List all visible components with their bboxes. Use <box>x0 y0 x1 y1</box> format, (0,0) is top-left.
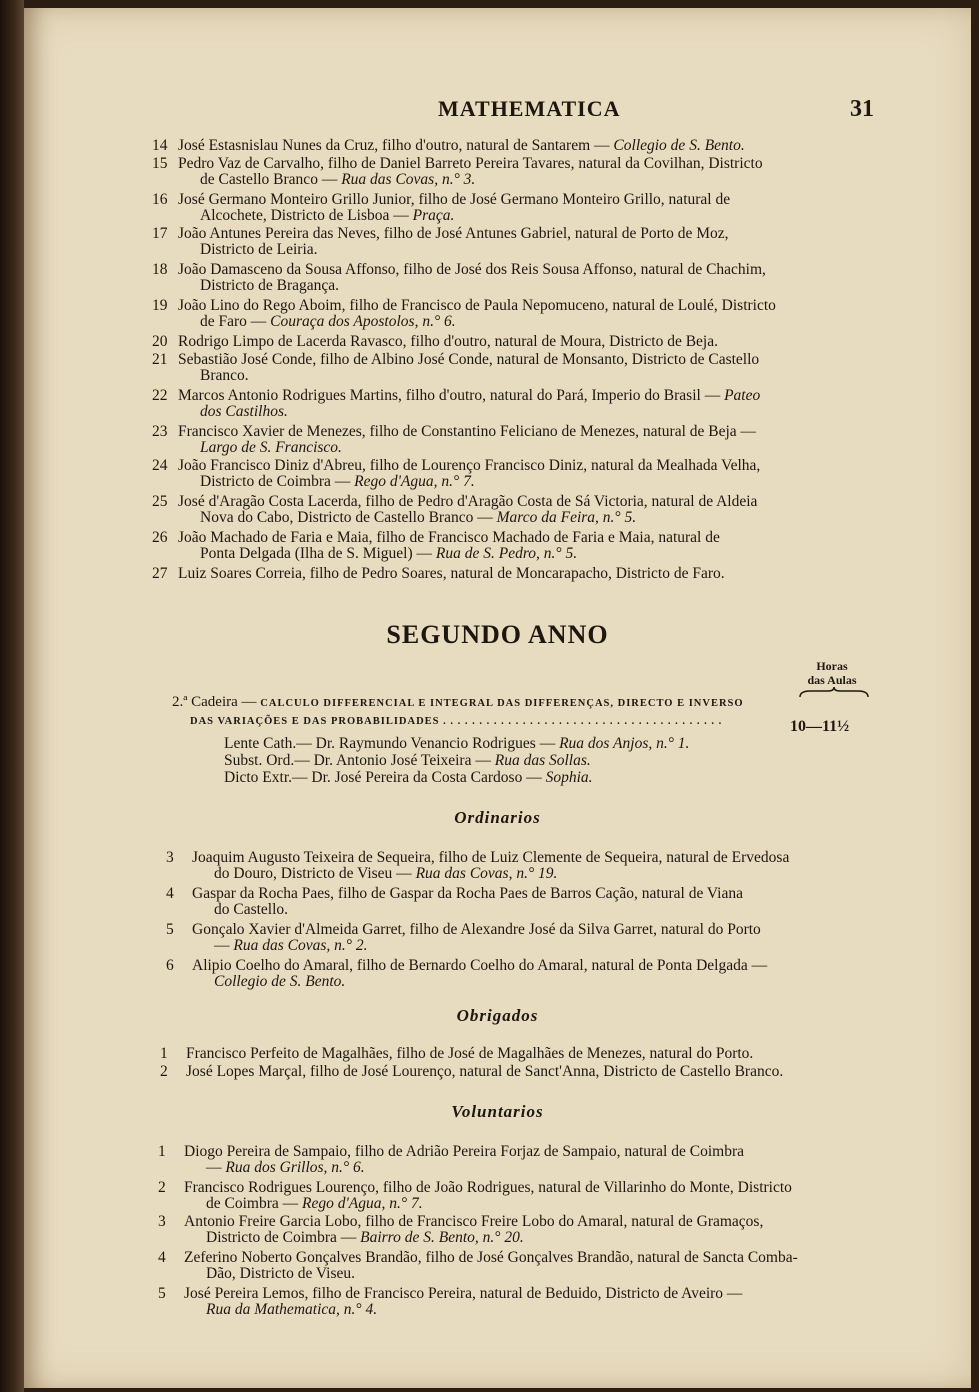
list-item <box>152 156 862 188</box>
entry-text: José Estasnislau Nunes da Cruz, filho d'outro, natural de Santarem — <box>178 137 610 154</box>
list-item <box>152 352 862 384</box>
entry-text: José Lopes Marçal, filho de José Lourenço, natural de Sanct'Anna, Districto de Castello Branco. <box>186 1063 784 1080</box>
entry-number: 18 <box>152 261 168 278</box>
entry-text: Francisco Perfeito de Magalhães, filho de José de Magalhães de Menezes, natural do Porto. <box>186 1045 754 1062</box>
entry-text: Diogo Pereira de Sampaio, filho de Adrião Pereira Forjaz de Sampaio, natural de Coimbra <box>184 1143 744 1160</box>
entry-text-continued: Districto de Bragança. <box>200 277 340 294</box>
entry-number: 14 <box>152 137 168 154</box>
dicto-address: Sophia. <box>545 769 593 786</box>
entry-address: Rua dos Grillos, n.° 6. <box>225 1159 365 1176</box>
list-item <box>160 1046 870 1062</box>
entry-number: 27 <box>152 565 168 582</box>
lente-address: Rua dos Anjos, n.° 1. <box>559 735 690 752</box>
entry-text: Alipio Coelho do Amaral, filho de Bernardo Coelho do Amaral, natural de Ponta Delgada — <box>192 957 768 974</box>
book-page <box>24 8 971 1388</box>
entry-address: dos Castilhos. <box>200 403 288 420</box>
hours-column-header <box>792 659 872 687</box>
entry-text-continued: de Coimbra — <box>206 1195 299 1212</box>
entry-text: Rodrigo Limpo de Lacerda Ravasco, filho d'outro, natural de Moura, Districto de Beja. <box>178 333 718 350</box>
entry-address: Rua de S. Pedro, n.° 5. <box>435 545 578 562</box>
entry-number: 6 <box>166 957 174 974</box>
entry-number: 26 <box>152 529 168 546</box>
entry-address: Pateo <box>724 387 761 404</box>
book-spine <box>0 0 24 1392</box>
entry-text: Luiz Soares Correia, filho de Pedro Soares, natural de Moncarapacho, Districto de Faro. <box>178 565 725 582</box>
cadeira-subject-line-2: DAS VARIAÇÕES E DAS PROBABILIDADES . . . . . . . . . . . . . . . . . . . . . . . . . . . . . . . . . . . . . . . <box>190 716 723 727</box>
entry-text-continued: Dão, Districto de Viseu. <box>206 1265 356 1282</box>
list-item <box>152 458 862 490</box>
list-item <box>152 530 862 562</box>
entry-text: Joaquim Augusto Teixeira de Sequeira, filho de Luiz Clemente de Sequeira, natural de Ervedosa <box>192 849 790 866</box>
entry-text: Marcos Antonio Rodrigues Martins, filho d'outro, natural do Pará, Imperio do Brasil — <box>178 387 721 404</box>
list-item <box>152 298 862 330</box>
list-item <box>158 1144 868 1176</box>
subst-label: Subst. Ord.— Dr. Antonio José Teixeira — <box>224 752 491 769</box>
entry-number: 3 <box>158 1213 166 1230</box>
section-title-segundo-anno: SEGUNDO ANNO <box>386 620 609 649</box>
page-number: 31 <box>850 96 874 122</box>
entry-number: 23 <box>152 423 168 440</box>
entry-text-continued: Districto de Coimbra — <box>206 1229 357 1246</box>
entry-text-continued: Ponta Delgada (Ilha de S. Miguel) — <box>200 545 433 562</box>
list-item <box>152 226 862 258</box>
list-item <box>158 1214 868 1246</box>
entry-text: Francisco Rodrigues Lourenço, filho de João Rodrigues, natural de Villarinho do Monte, Districto <box>184 1179 792 1196</box>
entry-address: Collegio de S. Bento. <box>214 973 346 990</box>
list-item <box>152 494 862 526</box>
entry-text: Pedro Vaz de Carvalho, filho de Daniel Barreto Pereira Tavares, natural da Covilhan, Districto <box>178 155 763 172</box>
lente-label: Lente Cath.— Dr. Raymundo Venancio Rodrigues — <box>224 735 556 752</box>
entry-address: Rua da Mathematica, n.° 4. <box>206 1301 378 1318</box>
entry-number: 24 <box>152 457 168 474</box>
entry-number: 25 <box>152 493 168 510</box>
entry-text-continued: Districto de Coimbra — <box>200 473 351 490</box>
entry-text-continued: — <box>214 937 230 954</box>
entry-number: 1 <box>158 1143 166 1160</box>
entry-address: Rego d'Agua, n.° 7. <box>302 1195 423 1212</box>
entry-number: 21 <box>152 351 168 368</box>
entry-number: 1 <box>160 1045 168 1062</box>
list-item <box>166 886 876 918</box>
entry-text-continued: de Castello Branco — <box>200 171 338 188</box>
entry-text-continued: Nova do Cabo, Districto de Castello Branco — <box>200 509 493 526</box>
entry-number: 19 <box>152 297 168 314</box>
list-item <box>152 192 862 224</box>
entry-text-continued: de Faro — <box>200 313 267 330</box>
entry-address: Couraça dos Apostolos, n.° 6. <box>270 313 456 330</box>
entry-number: 22 <box>152 387 168 404</box>
list-item <box>152 138 862 154</box>
list-item <box>166 922 876 954</box>
lente-cathedratico <box>224 736 844 752</box>
entry-address: Rego d'Agua, n.° 7. <box>354 473 475 490</box>
entry-text: Antonio Freire Garcia Lobo, filho de Francisco Freire Lobo do Amaral, natural de Gramaços, <box>184 1213 764 1230</box>
entry-number: 4 <box>166 885 174 902</box>
list-item <box>158 1286 868 1318</box>
entry-text: João Machado de Faria e Maia, filho de Francisco Machado de Faria e Maia, natural de <box>178 529 720 546</box>
entry-number: 2 <box>160 1063 168 1080</box>
entry-text-continued: Branco. <box>200 367 249 384</box>
running-title: MATHEMATICA <box>438 96 621 121</box>
entry-address: Praça. <box>412 207 455 224</box>
hours-header-line-1: Horas <box>816 659 848 673</box>
entry-address: Rua das Covas, n.° 2. <box>233 937 368 954</box>
cadeira-subject-line-1: CALCULO DIFFERENCIAL E INTEGRAL DAS DIFFERENÇAS, DIRECTO E INVERSO <box>260 698 744 709</box>
entry-text: João Antunes Pereira das Neves, filho de José Antunes Gabriel, natural de Porto de Moz, <box>178 225 729 242</box>
subst-address: Rua das Sollas. <box>494 752 591 769</box>
entry-text: João Francisco Diniz d'Abreu, filho de Lourenço Francisco Diniz, natural da Mealhada Velha, <box>178 457 761 474</box>
entry-text: Sebastião José Conde, filho de Albino José Conde, natural de Monsanto, Districto de Castello <box>178 351 760 368</box>
entry-address: Largo de S. Francisco. <box>200 439 342 456</box>
entry-text-continued: Alcochete, Districto de Lisboa — <box>200 207 409 224</box>
entry-number: 4 <box>158 1249 166 1266</box>
entry-text: José Pereira Lemos, filho de Francisco Pereira, natural de Beduido, Districto de Aveiro — <box>184 1285 743 1302</box>
page-header <box>24 96 971 130</box>
entry-text: José d'Aragão Costa Lacerda, filho de Pedro d'Aragão Costa de Sá Victoria, natural de Aldeia <box>178 493 758 510</box>
entry-text: João Damasceno da Sousa Affonso, filho de José dos Reis Sousa Affonso, natural de Chachim, <box>178 261 766 278</box>
entry-address: Marco da Feira, n.° 5. <box>496 509 637 526</box>
entry-address: Collegio de S. Bento. <box>613 137 745 154</box>
cadeira-label: 2.ª Cadeira — <box>172 694 257 710</box>
entry-number: 16 <box>152 191 168 208</box>
list-item <box>152 262 862 294</box>
subsection-title-obrigados: Obrigados <box>456 1006 539 1025</box>
subsection-title-ordinarios: Ordinarios <box>454 808 541 827</box>
entry-text-continued: — <box>206 1159 222 1176</box>
entry-text-continued: do Douro, Districto de Viseu — <box>214 865 412 882</box>
entry-number: 17 <box>152 225 168 242</box>
entry-text: João Lino do Rego Aboim, filho de Francisco de Paula Nepomuceno, natural de Loulé, Districto <box>178 297 776 314</box>
entry-text: José Germano Monteiro Grillo Junior, filho de José Germano Monteiro Grillo, natural de <box>178 191 731 208</box>
list-item <box>160 1064 870 1080</box>
list-item <box>166 850 876 882</box>
entry-number: 2 <box>158 1179 166 1196</box>
entry-address: Bairro de S. Bento, n.° 20. <box>360 1229 524 1246</box>
list-item <box>158 1250 868 1282</box>
hours-header-line-2: das Aulas <box>807 673 857 687</box>
substituto-ordinario <box>224 753 844 769</box>
dicto-extraordinario <box>224 770 844 786</box>
entry-address: Rua das Covas, n.° 3. <box>341 171 476 188</box>
class-hours: 10—11½ <box>790 718 850 735</box>
entry-text: Gaspar da Rocha Paes, filho de Gaspar da Rocha Paes de Barros Cação, natural de Viana <box>192 885 743 902</box>
cadeira-description <box>172 694 892 730</box>
list-item <box>152 424 862 456</box>
entry-number: 3 <box>166 849 174 866</box>
entry-number: 20 <box>152 333 168 350</box>
list-item <box>158 1180 868 1212</box>
entry-text-continued: Districto de Leiria. <box>200 241 318 258</box>
entry-number: 5 <box>158 1285 166 1302</box>
entry-number: 5 <box>166 921 174 938</box>
list-item <box>152 388 862 420</box>
list-item <box>152 566 862 582</box>
list-item <box>152 334 862 350</box>
entry-number: 15 <box>152 155 168 172</box>
dicto-label: Dicto Extr.— Dr. José Pereira da Costa Cardoso — <box>224 769 542 786</box>
subsection-title-voluntarios: Voluntarios <box>451 1102 544 1121</box>
entry-text: Gonçalo Xavier d'Almeida Garret, filho de Alexandre José da Silva Garret, natural do Porto <box>192 921 761 938</box>
entry-address: Rua das Covas, n.° 19. <box>415 865 558 882</box>
list-item <box>166 958 876 990</box>
entry-text: Francisco Xavier de Menezes, filho de Constantino Feliciano de Menezes, natural de Beja — <box>178 423 757 440</box>
entry-text-continued: do Castello. <box>214 901 289 918</box>
entry-text: Zeferino Noberto Gonçalves Brandão, filho de José Gonçalves Brandão, natural de Sancta Comba- <box>184 1249 798 1266</box>
